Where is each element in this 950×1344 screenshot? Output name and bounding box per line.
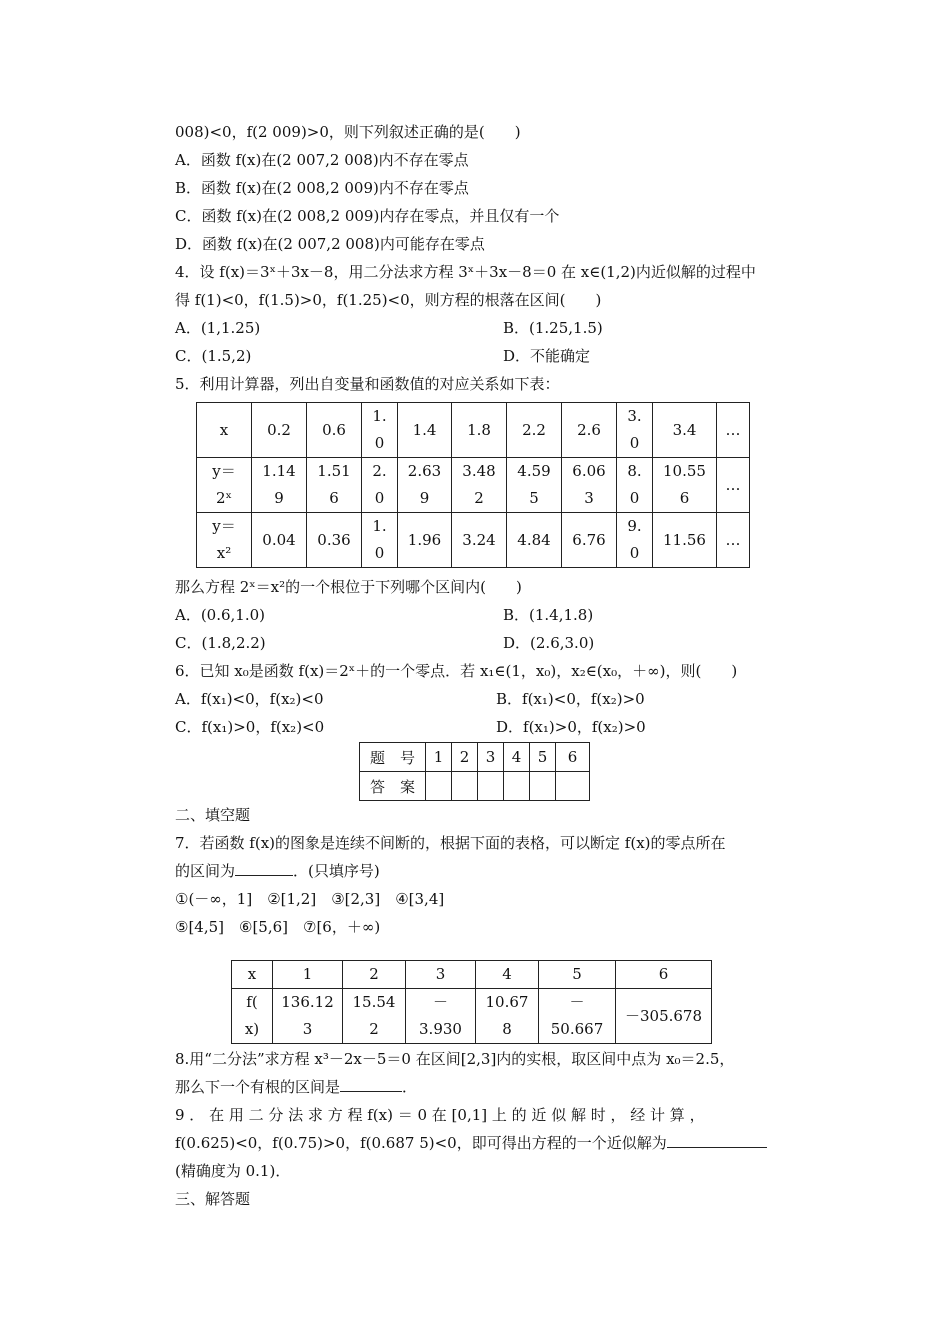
answer-number: 5 bbox=[530, 743, 556, 772]
table-cell: 2 bbox=[343, 961, 406, 989]
table-cell: 2.63 9 bbox=[398, 458, 452, 513]
table-cell: 11.56 bbox=[653, 513, 717, 568]
table-cell: 5 bbox=[539, 961, 616, 989]
table-cell: 1.96 bbox=[398, 513, 452, 568]
answer-cell[interactable] bbox=[556, 772, 590, 801]
table-cell: － 50.667 bbox=[539, 989, 616, 1044]
answer-table bbox=[359, 742, 590, 801]
table-cell: 10.55 6 bbox=[653, 458, 717, 513]
q3-option-a: A．函数 f(x)在(2 007,2 008)内不存在零点 bbox=[175, 151, 469, 169]
table-cell: … bbox=[717, 403, 750, 458]
q5-option-c: C．(1.8,2.2) bbox=[175, 634, 266, 652]
table-cell: 6.06 3 bbox=[562, 458, 617, 513]
table-header-row bbox=[232, 961, 712, 989]
table-cell: y＝ x² bbox=[197, 513, 252, 568]
answer-table-header: 题 号 bbox=[360, 743, 426, 772]
table-cell: 9. 0 bbox=[617, 513, 653, 568]
q7-stem-line1: 7．若函数 f(x)的图象是连续不间断的，根据下面的表格，可以断定 f(x)的零点所在 bbox=[175, 834, 726, 852]
table-cell: 1.8 bbox=[452, 403, 507, 458]
q7-choices-line2: ⑤[4,5] ⑥[5,6] ⑦[6，＋∞) bbox=[175, 918, 381, 936]
q4-option-c: C．(1.5,2) bbox=[175, 347, 252, 365]
table-cell: 2. 0 bbox=[362, 458, 398, 513]
table-cell: 0.2 bbox=[252, 403, 307, 458]
q4-stem-line1: 4．设 f(x)＝3ˣ＋3x－8，用二分法求方程 3ˣ＋3x－8＝0 在 x∈(1,2)内近似解的过程中 bbox=[175, 263, 756, 281]
q6-stem: 6．已知 x₀是函数 f(x)＝2ˣ＋的一个零点．若 x₁∈(1，x₀)，x₂∈(x₀，＋∞)，则( ) bbox=[175, 662, 738, 680]
table-cell: x bbox=[197, 403, 252, 458]
answer-cell[interactable] bbox=[426, 772, 452, 801]
table-cell: 1. 0 bbox=[362, 403, 398, 458]
q9-line3: (精确度为 0.1)． bbox=[175, 1162, 291, 1180]
q7-stem-line2 bbox=[175, 861, 380, 883]
table-cell: x bbox=[232, 961, 273, 989]
q3-stem-tail: 008)<0，f(2 009)>0，则下列叙述正确的是( ) bbox=[175, 123, 521, 141]
table-cell: 0.6 bbox=[307, 403, 362, 458]
table-row bbox=[232, 989, 712, 1044]
q8-answer-blank[interactable] bbox=[340, 1077, 402, 1092]
q7-answer-blank[interactable] bbox=[235, 861, 293, 876]
q8-line1: 8.用“二分法”求方程 x³－2x－5＝0 在区间[2,3]内的实根，取区间中点为 x₀＝2.5， bbox=[175, 1050, 735, 1068]
table-cell: 6.76 bbox=[562, 513, 617, 568]
table-cell: 3. 0 bbox=[617, 403, 653, 458]
q8-line2 bbox=[175, 1077, 417, 1099]
table-cell: … bbox=[717, 513, 750, 568]
table-cell: －305.678 bbox=[616, 989, 712, 1044]
table-cell: 1. 0 bbox=[362, 513, 398, 568]
answer-cell[interactable] bbox=[478, 772, 504, 801]
answer-label: 答 案 bbox=[360, 772, 426, 801]
table-cell: 3.24 bbox=[452, 513, 507, 568]
q3-option-b: B．函数 f(x)在(2 008,2 009)内不存在零点 bbox=[175, 179, 469, 197]
table-cell: 0.36 bbox=[307, 513, 362, 568]
q5-stem: 5．利用计算器，列出自变量和函数值的对应关系如下表： bbox=[175, 375, 560, 393]
table-cell: f( x) bbox=[232, 989, 273, 1044]
q5-question: 那么方程 2ˣ＝x²的一个根位于下列哪个区间内( ) bbox=[175, 578, 522, 596]
q4-option-b: B．(1.25,1.5) bbox=[503, 319, 603, 337]
q3-option-d: D．函数 f(x)在(2 007,2 008)内可能存在零点 bbox=[175, 235, 485, 253]
q8-text-b: ． bbox=[402, 1078, 418, 1096]
q6-option-c: C．f(x₁)>0，f(x₂)<0 bbox=[175, 718, 325, 736]
section-fill-in-title: 二、填空题 bbox=[175, 806, 251, 824]
table-row bbox=[197, 513, 750, 568]
answer-number: 4 bbox=[504, 743, 530, 772]
q6-option-d: D．f(x₁)>0，f(x₂)>0 bbox=[496, 718, 646, 736]
answer-cell[interactable] bbox=[530, 772, 556, 801]
table-cell: 1.4 bbox=[398, 403, 452, 458]
q5-option-a: A．(0.6,1.0) bbox=[175, 606, 266, 624]
table-cell: … bbox=[717, 458, 750, 513]
answer-cell[interactable] bbox=[452, 772, 478, 801]
q9-line1: 9 ． 在 用 二 分 法 求 方 程 f(x) ＝ 0 在 [0,1] 上 的 近 似 解 时 ， 经 计 算 ， bbox=[175, 1106, 705, 1124]
table-cell: y＝ 2ˣ bbox=[197, 458, 252, 513]
q7-stem-text-a: 的区间为 bbox=[175, 862, 236, 880]
q5-option-d: D．(2.6,3.0) bbox=[503, 634, 595, 652]
answer-number: 1 bbox=[426, 743, 452, 772]
q7-value-table bbox=[231, 960, 712, 1044]
table-cell: 4 bbox=[476, 961, 539, 989]
answer-number: 6 bbox=[556, 743, 590, 772]
q4-option-d: D．不能确定 bbox=[503, 347, 591, 365]
q3-option-c: C．函数 f(x)在(2 008,2 009)内存在零点，并且仅有一个 bbox=[175, 207, 560, 225]
q6-option-a: A．f(x₁)<0，f(x₂)<0 bbox=[175, 690, 324, 708]
table-cell: 1 bbox=[273, 961, 343, 989]
table-cell: 1.14 9 bbox=[252, 458, 307, 513]
q5-value-table bbox=[196, 402, 750, 568]
q5-option-b: B．(1.4,1.8) bbox=[503, 606, 594, 624]
table-cell: 6 bbox=[616, 961, 712, 989]
table-cell: 3.4 bbox=[653, 403, 717, 458]
table-cell: 2.2 bbox=[507, 403, 562, 458]
table-cell: 2.6 bbox=[562, 403, 617, 458]
table-cell: 3.48 2 bbox=[452, 458, 507, 513]
table-cell: 0.04 bbox=[252, 513, 307, 568]
answer-cell[interactable] bbox=[504, 772, 530, 801]
q7-stem-text-b: ．(只填序号) bbox=[293, 862, 380, 880]
table-cell: 10.67 8 bbox=[476, 989, 539, 1044]
table-cell: 15.54 2 bbox=[343, 989, 406, 1044]
table-cell: 3 bbox=[406, 961, 476, 989]
section-solve-title: 三、解答题 bbox=[175, 1190, 251, 1208]
q9-line2 bbox=[175, 1133, 767, 1155]
table-cell: 1.51 6 bbox=[307, 458, 362, 513]
table-cell: 4.59 5 bbox=[507, 458, 562, 513]
q9-text: f(0.625)<0，f(0.75)>0，f(0.687 5)<0，即可得出方程的一个近似解为 bbox=[175, 1134, 667, 1152]
table-cell: 136.12 3 bbox=[273, 989, 343, 1044]
q9-answer-blank[interactable] bbox=[667, 1133, 767, 1148]
q8-text-a: 那么下一个有根的区间是 bbox=[175, 1078, 341, 1096]
answer-number: 2 bbox=[452, 743, 478, 772]
q4-stem-line2: 得 f(1)<0，f(1.5)>0，f(1.25)<0，则方程的根落在区间( ) bbox=[175, 291, 602, 309]
q4-option-a: A．(1,1.25) bbox=[175, 319, 261, 337]
table-row bbox=[197, 458, 750, 513]
table-cell: 8. 0 bbox=[617, 458, 653, 513]
table-cell: － 3.930 bbox=[406, 989, 476, 1044]
q6-option-b: B．f(x₁)<0，f(x₂)>0 bbox=[496, 690, 645, 708]
table-cell: 4.84 bbox=[507, 513, 562, 568]
answer-number: 3 bbox=[478, 743, 504, 772]
q7-choices-line1: ①(－∞，1] ②[1,2] ③[2,3] ④[3,4] bbox=[175, 890, 445, 908]
table-row bbox=[197, 403, 750, 458]
